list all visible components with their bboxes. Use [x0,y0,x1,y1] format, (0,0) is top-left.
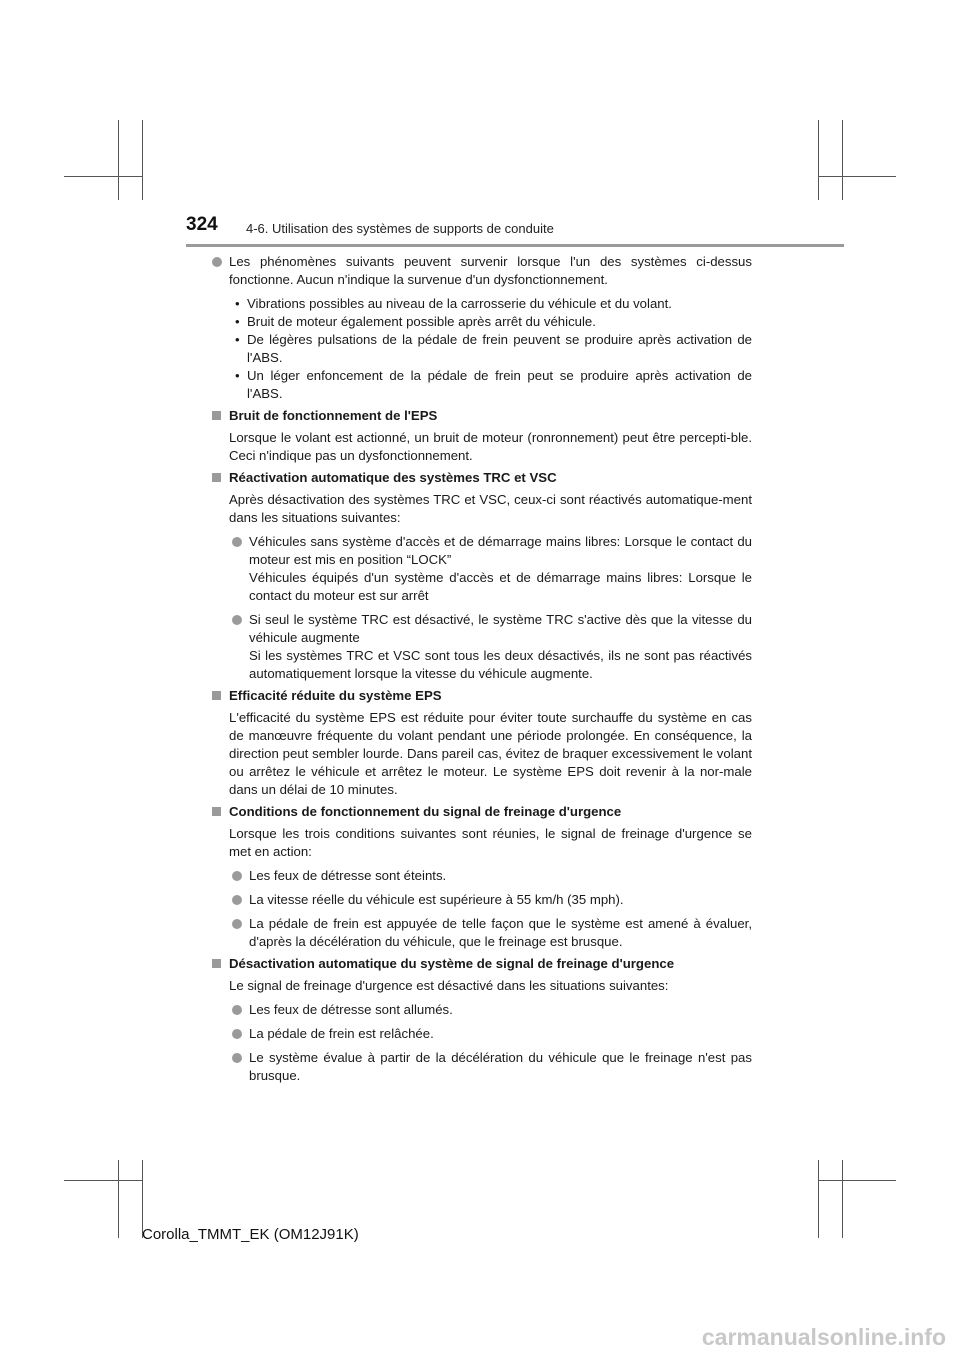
bullet-paragraph: Les feux de détresse sont éteints. [229,867,752,885]
page-number: 324 [186,214,218,235]
section-heading: Bruit de fonctionnement de l'EPS [209,407,752,425]
header-rule [186,244,844,247]
bullet-group [209,533,752,683]
section-heading: Réactivation automatique des systèmes TRC et VSC [209,469,752,487]
paragraph: Si les systèmes TRC et VSC sont tous les deux désactivés, ils ne sont pas réactivés automatiquement lorsque la vitesse du véhicule augmente. [249,648,752,681]
crop-mark [818,1160,819,1238]
paragraph: Le signal de freinage d'urgence est désactivé dans les situations suivantes: [229,978,669,993]
document-id: Corolla_TMMT_EK (OM12J91K) [142,1226,359,1243]
list-item: • De légères pulsations de la pédale de frein peuvent se produire après activation de l'ABS. [209,331,752,367]
watermark: carmanualsonline.info [701,1324,946,1350]
paragraph: Lorsque le volant est actionné, un bruit de moteur (ronronnement) peut être percepti-ble. Ceci n'indique pas un dysfonctionnement. [229,430,752,463]
bullet-paragraph: Véhicules sans système d'accès et de démarrage mains libres: Lorsque le contact du moteur est mis en position “LOCK” [229,533,752,569]
crop-mark [818,1180,896,1181]
bullet-paragraph: La pédale de frein est appuyée de telle façon que le système est amené à évaluer, d'après la décélération du véhicule, que le freinage est brusque. [229,915,752,951]
bullet-paragraph: Les feux de détresse sont allumés. [229,1001,752,1019]
crop-mark [142,120,143,200]
crop-mark [118,120,119,200]
crop-mark [842,1160,843,1238]
list-item: • Vibrations possibles au niveau de la carrosserie du véhicule et du volant. [209,295,752,313]
section-heading: Conditions de fonctionnement du signal de freinage d'urgence [209,803,752,821]
paragraph: Véhicules équipés d'un système d'accès et de démarrage mains libres: Lorsque le contact du moteur est sur arrêt [249,570,752,603]
crop-mark [818,120,819,200]
paragraph: Après désactivation des systèmes TRC et VSC, ceux-ci sont réactivés automatique-ment dans les situations suivantes: [229,492,752,525]
bullet-paragraph: Le système évalue à partir de la décélération du véhicule que le freinage n'est pas brusque. [229,1049,752,1085]
section-title: 4-6. Utilisation des systèmes de supports de conduite [246,221,554,236]
list-item: • Un léger enfoncement de la pédale de frein peut se produire après activation de l'ABS. [209,367,752,403]
bullet-group [209,867,752,951]
paragraph: L'efficacité du système EPS est réduite pour éviter toute surchauffe du système en cas de manœuvre fréquente du volant pendant une période prolongée. En conséquence, la direction peut sembler lourde. Dans pareil cas, évitez de braquer excessivement le volant ou arrêtez le véhicule et arrêtez le moteur. Le système EPS doit revenir à la nor-male dans un délai de 10 minutes. [229,710,752,797]
crop-mark [118,1160,119,1238]
section-heading: Efficacité réduite du système EPS [209,687,752,705]
crop-mark [64,176,142,177]
section-heading: Désactivation automatique du système de signal de freinage d'urgence [209,955,752,973]
bullet-paragraph: Si seul le système TRC est désactivé, le système TRC s'active dès que la vitesse du véhicule augmente [229,611,752,647]
crop-mark [842,120,843,200]
bullet-paragraph: Les phénomènes suivants peuvent survenir lorsque l'un des systèmes ci-dessus fonctionne. Aucun n'indique la survenue d'un dysfonctionnement. [209,253,752,289]
bullet-paragraph: La pédale de frein est relâchée. [229,1025,752,1043]
crop-mark [818,176,896,177]
paragraph: Lorsque les trois conditions suivantes sont réunies, le signal de freinage d'urgence se met en action: [229,826,752,859]
bullet-group [209,1001,752,1085]
list-item: • Bruit de moteur également possible après arrêt du véhicule. [209,313,752,331]
bullet-paragraph: La vitesse réelle du véhicule est supérieure à 55 km/h (35 mph). [229,891,752,909]
page-content [209,253,752,1085]
crop-mark [64,1180,142,1181]
